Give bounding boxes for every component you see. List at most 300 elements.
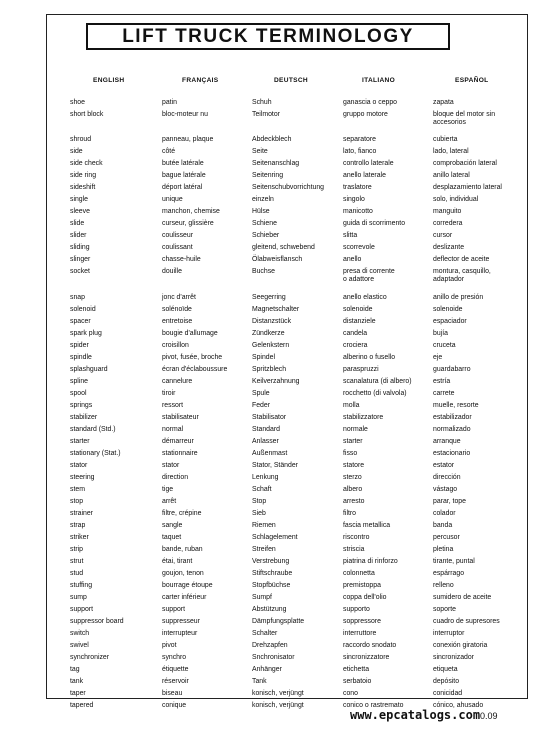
italian-term: supporto: [343, 606, 370, 613]
terminology-table: [0, 99, 560, 714]
english-term: spark plug: [70, 330, 102, 337]
french-term: entretoise: [162, 318, 193, 325]
french-term: démarreur: [162, 438, 194, 445]
german-term: Außenmast: [252, 450, 288, 457]
german-term: Dämpfungsplatte: [252, 618, 305, 625]
french-term: normal: [162, 426, 184, 433]
german-term: Distanzstück: [252, 318, 292, 325]
table-row: [0, 294, 560, 306]
italian-term: piatrina di rinforzo: [343, 558, 398, 565]
italian-term: crociera: [343, 342, 368, 349]
table-row: [0, 690, 560, 702]
english-term: sliding: [70, 244, 90, 251]
english-term: steering: [70, 474, 95, 481]
table-row: [0, 390, 560, 402]
german-term: Schuh: [252, 99, 272, 106]
table-row: [0, 414, 560, 426]
table-row: [0, 654, 560, 666]
english-term: strut: [70, 558, 84, 565]
german-term: Sumpf: [252, 594, 272, 601]
english-term: spline: [70, 378, 89, 385]
english-term: strip: [70, 546, 84, 553]
italian-term: starter: [343, 438, 363, 445]
french-term: pivot: [162, 642, 177, 649]
english-term: taper: [70, 690, 86, 697]
table-row: [0, 136, 560, 148]
italian-term: soppressore: [343, 618, 381, 625]
italian-term: sincronizzatore: [343, 654, 390, 661]
italian-term: sterzo: [343, 474, 362, 481]
table-row: [0, 184, 560, 196]
spanish-term: cuadro de supresores: [433, 618, 500, 625]
english-term: spool: [70, 390, 87, 397]
german-term: Seitenschubvorrichtung: [252, 184, 325, 191]
english-term: stuffing: [70, 582, 93, 589]
english-term: side check: [70, 160, 103, 167]
spanish-term: colador: [433, 510, 456, 517]
spanish-term: pletina: [433, 546, 454, 553]
french-term: panneau, plaque: [162, 136, 214, 143]
italian-term: lato, fianco: [343, 148, 377, 155]
table-row: [0, 306, 560, 318]
english-term: switch: [70, 630, 90, 637]
english-term: stabilizer: [70, 414, 98, 421]
spanish-term: muelle, resorte: [433, 402, 479, 409]
french-term: bloc-moteur nu: [162, 111, 208, 118]
spanish-term: banda: [433, 522, 453, 529]
table-row: [0, 426, 560, 438]
french-term: douille: [162, 268, 182, 275]
spanish-term: deflector de aceite: [433, 256, 490, 263]
table-row: [0, 462, 560, 474]
french-term: carter inférieur: [162, 594, 207, 601]
french-term: tige: [162, 486, 174, 493]
english-term: short block: [70, 111, 104, 118]
spanish-term: cruceta: [433, 342, 456, 349]
header-english: ENGLISH: [93, 77, 125, 84]
spanish-term: parar, tope: [433, 498, 466, 505]
german-term: Teilmotor: [252, 111, 280, 118]
table-row: [0, 438, 560, 450]
italian-term: normale: [343, 426, 368, 433]
english-term: striker: [70, 534, 89, 541]
french-term: synchro: [162, 654, 187, 661]
german-term: Schlagelement: [252, 534, 298, 541]
english-term: slinger: [70, 256, 91, 263]
italian-term: anello: [343, 256, 362, 263]
german-term: Stiftschraube: [252, 570, 293, 577]
italian-term: slitta: [343, 232, 358, 239]
english-term: sleeve: [70, 208, 90, 215]
spanish-term: corredera: [433, 220, 463, 227]
table-row: [0, 606, 560, 618]
english-term: socket: [70, 268, 90, 275]
spanish-term: espárrago: [433, 570, 465, 577]
french-term: bague latérale: [162, 172, 206, 179]
german-term: Gelenkstern: [252, 342, 290, 349]
italian-term: molla: [343, 402, 360, 409]
table-row: [0, 172, 560, 184]
header-deutsch: DEUTSCH: [274, 77, 308, 84]
french-term: direction: [162, 474, 189, 481]
italian-term: albero: [343, 486, 363, 493]
table-row: [0, 220, 560, 232]
english-term: tag: [70, 666, 80, 673]
german-term: einzeln: [252, 196, 274, 203]
italian-term: scorrevole: [343, 244, 375, 251]
italian-term: conico o rastremato: [343, 702, 404, 709]
spanish-term: relleno: [433, 582, 454, 589]
french-term: croisillon: [162, 342, 189, 349]
english-term: single: [70, 196, 89, 203]
english-term: spacer: [70, 318, 91, 325]
german-term: Keilverzahnung: [252, 378, 300, 385]
table-row: [0, 196, 560, 208]
spanish-term: depósito: [433, 678, 460, 685]
english-term: suppressor board: [70, 618, 124, 625]
english-term: snap: [70, 294, 85, 301]
spanish-term: eje: [433, 354, 443, 361]
italian-term: distanziele: [343, 318, 376, 325]
german-term: Schieber: [252, 232, 280, 239]
table-row: [0, 330, 560, 342]
english-term: sump: [70, 594, 87, 601]
spanish-term: arranque: [433, 438, 461, 445]
spanish-term: montura, casquillo, adaptador: [433, 268, 491, 283]
french-term: sangle: [162, 522, 183, 529]
page-footer: [350, 708, 560, 726]
german-term: Tank: [252, 678, 267, 685]
column-headers: [0, 77, 560, 89]
french-term: bourrage étoupe: [162, 582, 213, 589]
table-row: [0, 354, 560, 366]
spanish-term: comprobación lateral: [433, 160, 497, 167]
italian-term: riscontro: [343, 534, 370, 541]
title-box: [86, 23, 450, 50]
spanish-term: espaciador: [433, 318, 467, 325]
table-row: [0, 232, 560, 244]
german-term: Drehzapfen: [252, 642, 288, 649]
spanish-term: conicidad: [433, 690, 463, 697]
french-term: cannelure: [162, 378, 193, 385]
spanish-term: estabilizador: [433, 414, 472, 421]
english-term: synchronizer: [70, 654, 110, 661]
english-term: side: [70, 148, 83, 155]
table-row: [0, 318, 560, 330]
table-row: [0, 486, 560, 498]
french-term: stationnaire: [162, 450, 198, 457]
german-term: Spule: [252, 390, 270, 397]
spanish-term: lado, lateral: [433, 148, 469, 155]
english-term: stator: [70, 462, 88, 469]
german-term: Buchse: [252, 268, 275, 275]
italian-term: statore: [343, 462, 365, 469]
table-row: [0, 546, 560, 558]
english-term: solenoid: [70, 306, 96, 313]
english-term: springs: [70, 402, 93, 409]
header-espanol: ESPAÑOL: [455, 77, 489, 84]
italian-term: alberino o fusello: [343, 354, 396, 361]
german-term: Abdeckblech: [252, 136, 292, 143]
spanish-term: deslizante: [433, 244, 465, 251]
french-term: interrupteur: [162, 630, 198, 637]
table-row: [0, 378, 560, 390]
italian-term: traslatore: [343, 184, 372, 191]
table-row: [0, 570, 560, 582]
german-term: Seegerring: [252, 294, 286, 301]
french-term: filtre, crépine: [162, 510, 202, 517]
german-term: Standard: [252, 426, 280, 433]
english-term: side ring: [70, 172, 97, 179]
german-term: Seitenring: [252, 172, 284, 179]
french-term: tiroir: [162, 390, 176, 397]
french-term: bougie d'allumage: [162, 330, 218, 337]
french-term: réservoir: [162, 678, 189, 685]
spanish-term: sumidero de aceite: [433, 594, 492, 601]
table-row: [0, 642, 560, 654]
french-term: bande, ruban: [162, 546, 203, 553]
french-term: étiquette: [162, 666, 189, 673]
italian-term: anello elastico: [343, 294, 387, 301]
french-term: unique: [162, 196, 183, 203]
french-term: stator: [162, 462, 180, 469]
italian-term: etichetta: [343, 666, 370, 673]
german-term: Abstützung: [252, 606, 287, 613]
italian-term: guida di scorrimento: [343, 220, 406, 227]
table-row: [0, 618, 560, 630]
spanish-term: cursor: [433, 232, 453, 239]
english-term: sideshift: [70, 184, 96, 191]
english-term: stud: [70, 570, 84, 577]
english-term: slide: [70, 220, 85, 227]
italian-term: rocchetto (di valvola): [343, 390, 407, 397]
italian-term: filtro: [343, 510, 357, 517]
english-term: stationary (Stat.): [70, 450, 121, 457]
table-row: [0, 208, 560, 220]
german-term: Stabilisator: [252, 414, 287, 421]
german-term: gleitend, schwebend: [252, 244, 315, 251]
french-term: écran d'éclaboussure: [162, 366, 228, 373]
german-term: Zündkerze: [252, 330, 285, 337]
french-term: support: [162, 606, 185, 613]
french-term: conique: [162, 702, 187, 709]
italian-term: singolo: [343, 196, 365, 203]
spanish-term: desplazamiento lateral: [433, 184, 502, 191]
german-term: Stop: [252, 498, 267, 505]
french-term: patin: [162, 99, 177, 106]
italian-term: striscia: [343, 546, 365, 553]
table-row: [0, 582, 560, 594]
german-term: Hülse: [252, 208, 270, 215]
page-title: LIFT TRUCK TERMINOLOGY: [122, 25, 414, 47]
italian-term: solenoide: [343, 306, 373, 313]
italian-term: interruttore: [343, 630, 377, 637]
german-term: Snchronisator: [252, 654, 295, 661]
table-row: [0, 148, 560, 160]
header-francais: FRANÇAIS: [182, 77, 219, 84]
german-term: konisch, verjüngt: [252, 690, 304, 697]
italian-term: stabilizzatore: [343, 414, 384, 421]
spanish-term: anillo de presión: [433, 294, 484, 301]
german-term: Seitenanschlag: [252, 160, 300, 167]
spanish-term: vástago: [433, 486, 458, 493]
english-term: standard (Std.): [70, 426, 116, 433]
german-term: Seite: [252, 148, 268, 155]
spanish-term: tirante, puntal: [433, 558, 475, 565]
spanish-term: dirección: [433, 474, 461, 481]
table-row: [0, 630, 560, 642]
spanish-term: estría: [433, 378, 451, 385]
italian-term: separatore: [343, 136, 376, 143]
english-term: support: [70, 606, 93, 613]
table-row: [0, 366, 560, 378]
german-term: Verstrebung: [252, 558, 290, 565]
spanish-term: etiqueta: [433, 666, 458, 673]
italian-term: gruppo motore: [343, 111, 388, 118]
italian-term: ganascia o ceppo: [343, 99, 398, 106]
french-term: butée latérale: [162, 160, 204, 167]
table-row: [0, 558, 560, 570]
italian-term: scanalatura (di albero): [343, 378, 412, 385]
french-term: coulissant: [162, 244, 193, 251]
spanish-term: guardabarro: [433, 366, 471, 373]
table-row: [0, 268, 560, 288]
table-row: [0, 534, 560, 546]
french-term: côté: [162, 148, 176, 155]
french-term: déport latéral: [162, 184, 203, 191]
english-term: swivel: [70, 642, 89, 649]
spanish-term: interruptor: [433, 630, 465, 637]
french-term: curseur, glissière: [162, 220, 214, 227]
italian-term: premistoppa: [343, 582, 381, 589]
spanish-term: anillo lateral: [433, 172, 470, 179]
german-term: Anlasser: [252, 438, 279, 445]
spanish-term: manguito: [433, 208, 462, 215]
french-term: ressort: [162, 402, 184, 409]
italian-term: coppa dell'olio: [343, 594, 387, 601]
table-row: [0, 522, 560, 534]
german-term: Spindel: [252, 354, 275, 361]
english-term: shroud: [70, 136, 92, 143]
table-row: [0, 450, 560, 462]
french-term: goujon, tenon: [162, 570, 204, 577]
italian-term: fascia metallica: [343, 522, 391, 529]
german-term: Schaft: [252, 486, 272, 493]
table-row: [0, 244, 560, 256]
french-term: pivot, fusée, broche: [162, 354, 223, 361]
english-term: slider: [70, 232, 87, 239]
spanish-term: solenoide: [433, 306, 463, 313]
italian-term: serbatoio: [343, 678, 372, 685]
german-term: Feder: [252, 402, 271, 409]
table-row: [0, 594, 560, 606]
spanish-term: solo, individual: [433, 196, 479, 203]
german-term: Magnetschalter: [252, 306, 300, 313]
italian-term: raccordo snodato: [343, 642, 397, 649]
spanish-term: percusor: [433, 534, 460, 541]
english-term: stop: [70, 498, 84, 505]
english-term: tapered: [70, 702, 94, 709]
spanish-term: estacionario: [433, 450, 471, 457]
german-term: Anhänger: [252, 666, 282, 673]
spanish-term: cónico, ahusado: [433, 702, 484, 709]
table-row: [0, 402, 560, 414]
italian-term: presa di corrente o adattore: [343, 268, 395, 283]
italian-term: fisso: [343, 450, 358, 457]
spanish-term: bujía: [433, 330, 448, 337]
german-term: Lenkung: [252, 474, 279, 481]
italian-term: anello laterale: [343, 172, 386, 179]
italian-term: arresto: [343, 498, 365, 505]
german-term: Schiene: [252, 220, 277, 227]
spanish-term: conexión giratoria: [433, 642, 488, 649]
table-row: [0, 342, 560, 354]
english-term: shoe: [70, 99, 85, 106]
french-term: stabilisateur: [162, 414, 199, 421]
french-term: solénoïde: [162, 306, 192, 313]
french-term: biseau: [162, 690, 183, 697]
table-row: [0, 474, 560, 486]
german-term: Spritzblech: [252, 366, 287, 373]
german-term: Stator, Ständer: [252, 462, 298, 469]
english-term: starter: [70, 438, 90, 445]
german-term: Riemen: [252, 522, 276, 529]
page-number: 0.09: [480, 711, 498, 721]
table-row: [0, 666, 560, 678]
table-row: [0, 256, 560, 268]
french-term: jonc d'arrêt: [162, 294, 196, 301]
french-term: étai, tirant: [162, 558, 193, 565]
german-term: Schalter: [252, 630, 278, 637]
english-term: tank: [70, 678, 84, 685]
french-term: taquet: [162, 534, 182, 541]
spanish-term: estator: [433, 462, 455, 469]
english-term: spider: [70, 342, 89, 349]
spanish-term: soporte: [433, 606, 456, 613]
table-row: [0, 510, 560, 522]
table-row: [0, 160, 560, 172]
spanish-term: bloque del motor sin accesorios: [433, 111, 496, 126]
italian-term: paraspruzzi: [343, 366, 379, 373]
german-term: Streifen: [252, 546, 276, 553]
italian-term: colonnetta: [343, 570, 375, 577]
english-term: splashguard: [70, 366, 108, 373]
french-term: arrêt: [162, 498, 177, 505]
table-row: [0, 111, 560, 131]
spanish-term: cubierta: [433, 136, 458, 143]
english-term: strainer: [70, 510, 93, 517]
french-term: chasse-huile: [162, 256, 201, 263]
spanish-term: normalizado: [433, 426, 471, 433]
german-term: Ölabweisflansch: [252, 256, 303, 263]
german-term: Stopfbüchse: [252, 582, 291, 589]
english-term: stem: [70, 486, 85, 493]
french-term: suppresseur: [162, 618, 200, 625]
table-row: [0, 99, 560, 111]
german-term: konisch, verjüngt: [252, 702, 304, 709]
french-term: manchon, chemise: [162, 208, 220, 215]
spanish-term: zapata: [433, 99, 454, 106]
spanish-term: sincronizador: [433, 654, 474, 661]
spanish-term: carrete: [433, 390, 455, 397]
english-term: spindle: [70, 354, 92, 361]
table-row: [0, 678, 560, 690]
italian-term: manicotto: [343, 208, 373, 215]
table-row: [0, 498, 560, 510]
german-term: Sieb: [252, 510, 266, 517]
english-term: strap: [70, 522, 86, 529]
header-italiano: ITALIANO: [362, 77, 396, 84]
